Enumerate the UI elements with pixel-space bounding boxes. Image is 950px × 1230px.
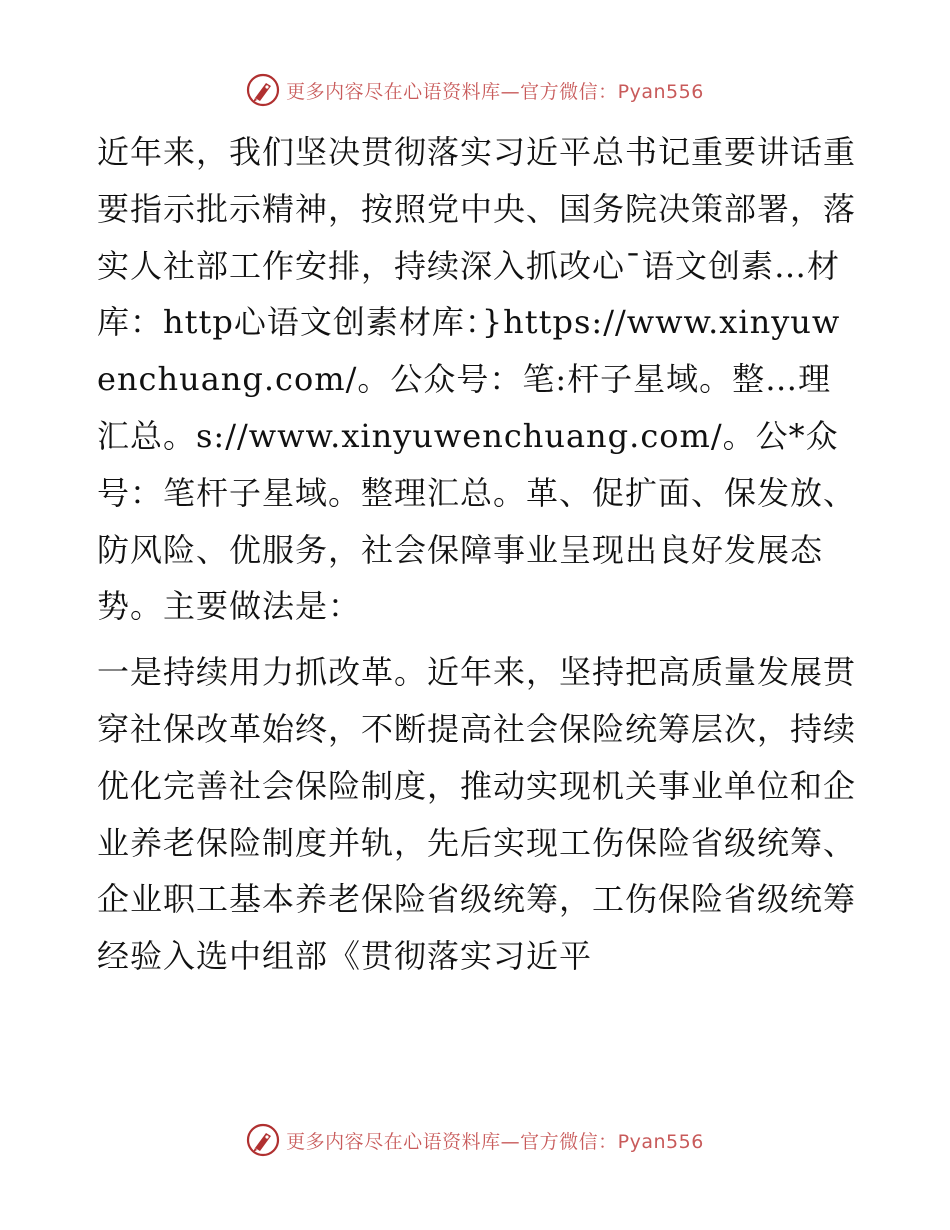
paragraph-intro: 近年来，我们坚决贯彻落实习近平总书记重要讲话重要指示批示精神，按照党中央、国务院决策部署，落实人社部工作安排，持续深入抓改心¯语文创素…材库：http心语文创素材库：}https://www.xinyuwenchuang.com/。公众号：笔:杆子星域。整…理汇总。s://www.xinyuwenchuang.com/。公*众号：笔杆子星域。整理汇总。革、促扩面、保发放、防风险、优服务，社会保障事业呈现出良好发展态势。主要做法是： — [97, 133, 857, 626]
paragraph-reform: 一是持续用力抓改革。近年来，坚持把高质量发展贯穿社保改革始终，不断提高社会保险统筹层次，持续优化完善社会保险制度，推动实现机关事业单位和企业养老保险制度并轨，先后实现工伤保险省级统筹、企业职工基本养老保险省级统筹，工伤保险省级统筹经验入选中组部《贯彻落实习近平 — [97, 653, 857, 976]
document-body — [97, 124, 857, 985]
pen-nib-logo-icon — [246, 1123, 280, 1157]
footer-banner-text: 更多内容尽在心语资料库—官方微信：Pyan556 — [286, 1130, 704, 1153]
pen-nib-logo-icon — [246, 73, 280, 107]
header-banner-text: 更多内容尽在心语资料库—官方微信：Pyan556 — [286, 80, 704, 103]
header-banner — [0, 70, 950, 110]
footer-banner — [0, 1120, 950, 1160]
